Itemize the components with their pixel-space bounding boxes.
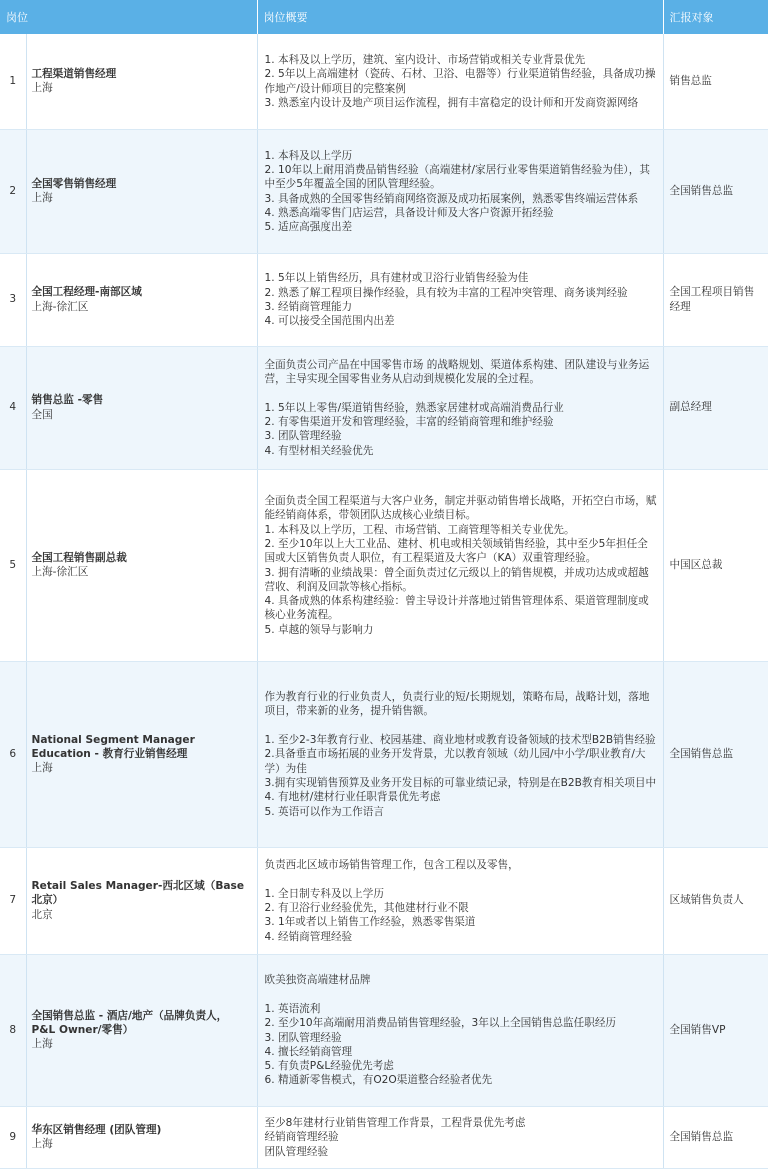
table-row bbox=[0, 346, 768, 469]
job-location: 上海-徐汇区 bbox=[31, 566, 89, 578]
row-number: 3 bbox=[0, 253, 26, 346]
table-row bbox=[0, 129, 768, 253]
row-number: 4 bbox=[0, 346, 26, 469]
report-to: 全国销售总监 bbox=[663, 129, 768, 253]
job-title-cell bbox=[26, 954, 257, 1106]
job-summary: 1. 5年以上销售经历，具有建材或卫浴行业销售经验为佳 2. 熟悉了解工程项目操作经验，具有较为丰富的工程冲突管理、商务谈判经验 3. 经销商管理能力 4. 可以接受全国范围内出差 bbox=[257, 253, 663, 346]
job-summary: 全面负责全国工程渠道与大客户业务，制定并驱动销售增长战略，开拓空白市场，赋能经销商体系，带领团队达成核心业绩目标。 1. 本科及以上学历，工程、市场营销、工商管理等相关专业优先。 2. 至少10年以上大工业品、建材、机电或相关领域销售经验，其中至少5年担任全国或大区销售负责人职位，有工程渠道及大客户（KA）双重管理经验。 3. 拥有清晰的业绩战果：曾全面负责过亿元级以上的销售规模，并成功达成或超越营收、利润及回款等核心指标。 4. 具备成熟的体系构建经验：曾主导设计并落地过销售管理体系、渠道管理制度或核心业务流程。 5. 卓越的领导与影响力 bbox=[257, 469, 663, 661]
job-summary: 1. 本科及以上学历，建筑、室内设计、市场营销或相关专业背景优先 2. 5年以上高端建材（瓷砖、石材、卫浴、电器等）行业渠道销售经验，具备成功操作地产/设计师项目的完整案例 3. 熟悉室内设计及地产项目运作流程，拥有丰富稳定的设计师和开发商资源网络 bbox=[257, 34, 663, 129]
job-title-cell bbox=[26, 1106, 257, 1168]
job-location: 上海 bbox=[31, 1038, 53, 1051]
job-summary: 至少8年建材行业销售管理工作背景，工程背景优先考虑 经销商管理经验 团队管理经验 bbox=[257, 1106, 663, 1168]
job-title-cell bbox=[26, 847, 257, 954]
job-title-cell bbox=[26, 129, 257, 253]
table-header bbox=[0, 0, 768, 34]
job-summary: 负责西北区域市场销售管理工作，包含工程以及零售， 1. 全日制专科及以上学历 2. 有卫浴行业经验优先，其他建材行业不限 3. 1年或者以上销售工作经验，熟悉零售渠道 4. 经销商管理经验 bbox=[257, 847, 663, 954]
report-to: 销售总监 bbox=[663, 34, 768, 129]
row-number: 5 bbox=[0, 469, 26, 661]
job-location: 上海 bbox=[31, 1138, 53, 1150]
row-number: 8 bbox=[0, 954, 26, 1106]
row-number: 6 bbox=[0, 661, 26, 847]
job-title: 华东区销售经理 (团队管理) bbox=[31, 1123, 162, 1136]
job-title-cell bbox=[26, 346, 257, 469]
job-location: 上海 bbox=[31, 82, 53, 95]
row-number: 7 bbox=[0, 847, 26, 954]
report-to: 全国销售总监 bbox=[663, 1106, 768, 1168]
job-location: 北京 bbox=[31, 908, 53, 921]
job-title-cell bbox=[26, 661, 257, 847]
job-location: 上海 bbox=[31, 192, 53, 204]
job-summary: 全面负责公司产品在中国零售市场 的战略规划、渠道体系构建、团队建设与业务运营，主导实现全国零售业务从启动到规模化发展的全过程。 1. 5年以上零售/渠道销售经验，熟悉家居建材或高端消费品行业 2. 有零售渠道开发和管理经验，丰富的经销商管理和维护经验 3. 团队管理经验 4. 有型材相关经验优先 bbox=[257, 346, 663, 469]
row-number: 1 bbox=[0, 34, 26, 129]
header-summary: 岗位概要 bbox=[257, 0, 663, 34]
job-summary: 欧美独资高端建材品牌 1. 英语流利 2. 至少10年高端耐用消费品销售管理经验，3年以上全国销售总监任职经历 3. 团队管理经验 4. 擅长经销商管理 5. 有负责P&L经验优先考虑 6. 精通新零售模式，有O2O渠道整合经验者优先 bbox=[257, 954, 663, 1106]
report-to: 中国区总裁 bbox=[663, 469, 768, 661]
job-title: National Segment Manager Education - 教育行业销售经理 bbox=[31, 733, 195, 760]
table-row bbox=[0, 661, 768, 847]
job-title-cell bbox=[26, 469, 257, 661]
job-summary: 作为教育行业的行业负责人，负责行业的短/长期规划，策略布局，战略计划，落地项目，带来新的业务，提升销售额。 1. 至少2-3年教育行业、校园基建、商业地材或教育设备领域的技术型B2B销售经验 2.具备垂直市场拓展的业务开发背景，尤以教育领域（幼儿园/中小学/职业教育/大学）为佳 3.拥有实现销售预算及业务开发目标的可靠业绩记录，特别是在B2B教育相关项目中 4. 有地材/建材行业任职背景优先考虑 5. 英语可以作为工作语言 bbox=[257, 661, 663, 847]
job-title-cell bbox=[26, 253, 257, 346]
table-row bbox=[0, 954, 768, 1106]
job-location: 上海 bbox=[31, 762, 53, 775]
table-row bbox=[0, 469, 768, 661]
report-to: 副总经理 bbox=[663, 346, 768, 469]
job-summary: 1. 本科及以上学历 2. 10年以上耐用消费品销售经验（高端建材/家居行业零售渠道销售经验为佳），其中至少5年覆盖全国的团队管理经验。 3. 具备成熟的全国零售经销商网络资源及成功拓展案例，熟悉零售终端运营体系 4. 熟悉高端零售门店运营，具备设计师及大客户资源开拓经验 5. 适应高强度出差 bbox=[257, 129, 663, 253]
row-number: 9 bbox=[0, 1106, 26, 1168]
job-title: 全国零售销售经理 bbox=[31, 177, 117, 190]
job-title: 全国销售总监 - 酒店/地产（品牌负责人，P&L Owner/零售） bbox=[31, 1009, 228, 1036]
report-to: 全国销售总监 bbox=[663, 661, 768, 847]
job-title: 工程渠道销售经理 bbox=[31, 67, 117, 80]
table-row bbox=[0, 1106, 768, 1168]
report-to: 区域销售负责人 bbox=[663, 847, 768, 954]
table-row bbox=[0, 847, 768, 954]
table-row bbox=[0, 253, 768, 346]
header-position: 岗位 bbox=[0, 0, 257, 34]
job-location: 上海-徐汇区 bbox=[31, 300, 89, 313]
job-title: 销售总监 -零售 bbox=[31, 394, 104, 407]
job-location: 全国 bbox=[31, 408, 53, 421]
job-title: Retail Sales Manager-西北区域（Base 北京） bbox=[31, 880, 245, 907]
header-report-to: 汇报对象 bbox=[663, 0, 768, 34]
report-to: 全国工程项目销售经理 bbox=[663, 253, 768, 346]
job-title: 全国工程经理-南部区域 bbox=[31, 286, 142, 299]
table-row bbox=[0, 34, 768, 129]
job-title: 全国工程销售副总裁 bbox=[31, 551, 127, 564]
report-to: 全国销售VP bbox=[663, 954, 768, 1106]
row-number: 2 bbox=[0, 129, 26, 253]
job-title-cell bbox=[26, 34, 257, 129]
